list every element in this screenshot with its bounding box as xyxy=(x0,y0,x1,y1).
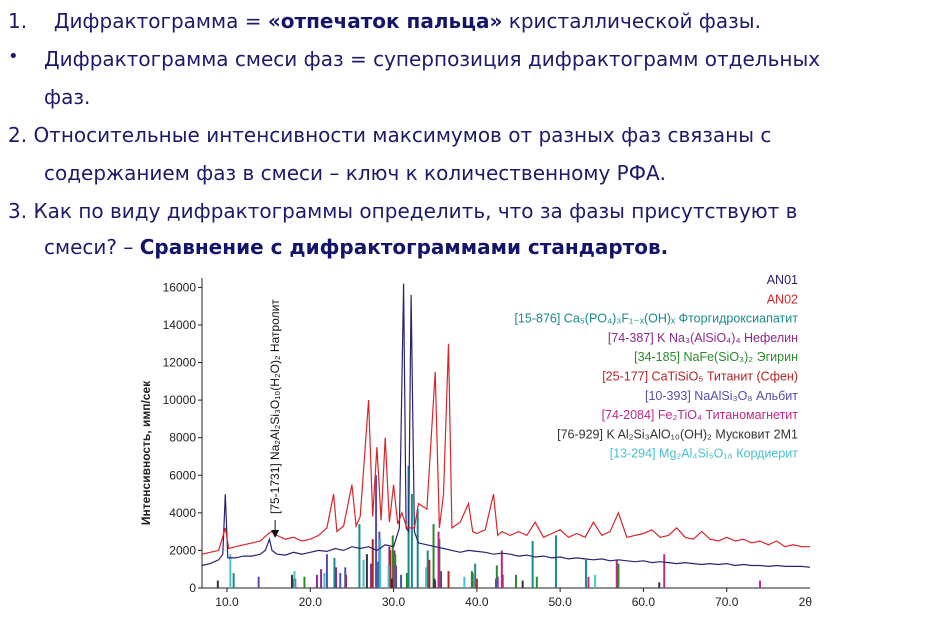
series-line xyxy=(202,284,810,568)
y-tick-label: 2000 xyxy=(169,543,196,558)
point-3-bold: Сравнение с дифрактограммами стандартов. xyxy=(139,235,669,259)
point-1-text-a: Дифрактограмма = xyxy=(53,9,268,33)
y-tick-label: 12000 xyxy=(162,355,196,370)
chart-axes xyxy=(139,278,812,609)
legend-entry: AN02 xyxy=(766,292,798,307)
chart-annotation xyxy=(268,299,282,538)
legend-entry: [13-294] Mg₂Al₄Si₅O₁₈ Кордиерит xyxy=(609,446,798,461)
y-axis-label: Интенсивность, имп/сек xyxy=(139,380,153,526)
y-tick-label: 10000 xyxy=(162,393,196,408)
y-tick-label: 16000 xyxy=(162,280,196,295)
y-tick-label: 4000 xyxy=(169,505,196,520)
diffractogram-chart xyxy=(130,268,820,618)
x-tick-label: 20.0 xyxy=(298,595,322,609)
legend-entry: [74-2084] Fe₂TiO₄ Титаномагнетит xyxy=(601,408,798,423)
legend-entry: [74-387] K Na₃(AlSiO₄)₄ Нефелин xyxy=(607,330,798,345)
point-2-line2: содержанием фаз в смеси – ключ к количественному РФА. xyxy=(44,161,667,185)
x-axis-label: 2θ xyxy=(798,595,812,609)
reference-phase xyxy=(234,466,586,588)
chart-series xyxy=(202,284,810,568)
x-tick-label: 30.0 xyxy=(381,595,406,609)
legend-entry: AN01 xyxy=(766,273,798,287)
x-tick-label: 60.0 xyxy=(631,595,656,609)
point-1-text-b: кристаллической фазы. xyxy=(502,9,761,33)
point-1-bold: «отпечаток пальца» xyxy=(267,9,503,33)
chart-legend xyxy=(514,273,798,461)
reference-phase xyxy=(295,532,760,588)
x-tick-label: 10.0 xyxy=(215,595,239,609)
point-2-line1: 2. Относительные интенсивности максимумов от разных фаз связаны с xyxy=(8,123,772,147)
point-3-line1: 3. Как по виду дифрактограммы определить, что за фазы присутствуют в xyxy=(8,199,798,223)
legend-entry: [10-393] NaAlSi₃O₈ Альбит xyxy=(644,388,798,403)
legend-entry: [25-177] CaTiSiO₅ Титанит (Сфен) xyxy=(602,369,798,384)
legend-entry: [34-185] NaFe(SiO₃)₂ Эгирин xyxy=(634,350,798,365)
annotation-label: [75-1731] Na₂Al₂Si₃O₁₀(H₂O)₂ Натролит xyxy=(268,299,283,514)
y-tick-label: 6000 xyxy=(169,468,196,483)
reference-peaks xyxy=(218,466,760,588)
legend-entry: [76-929] K Al₂Si₃AlO₁₀(OH)₂ Мусковит 2M1 xyxy=(557,427,798,442)
bullet-dot: • xyxy=(8,46,19,67)
annotation-arrow-head xyxy=(271,530,279,538)
point-bullet-line2: фаз. xyxy=(44,85,91,109)
y-tick-label: 0 xyxy=(189,581,196,595)
reference-phase xyxy=(304,524,618,588)
x-tick-label: 70.0 xyxy=(715,595,739,609)
point-bullet-line1: Дифрактограмма смеси фаз = суперпозиция дифрактограмм отдельных xyxy=(44,47,821,71)
y-tick-label: 8000 xyxy=(169,430,196,445)
point-1-number: 1. xyxy=(8,9,28,33)
legend-entry: [15-876] Ca₅(PO₄)₃F₁₋ₓ(OH)ₓ Фторгидроксиапатит xyxy=(514,311,798,326)
x-tick-label: 50.0 xyxy=(548,595,572,609)
point-3-text: смеси? – xyxy=(44,235,140,259)
point-1 xyxy=(8,8,761,34)
y-tick-label: 14000 xyxy=(162,317,196,332)
point-3-line2 xyxy=(44,234,668,260)
x-tick-label: 40.0 xyxy=(465,595,489,609)
